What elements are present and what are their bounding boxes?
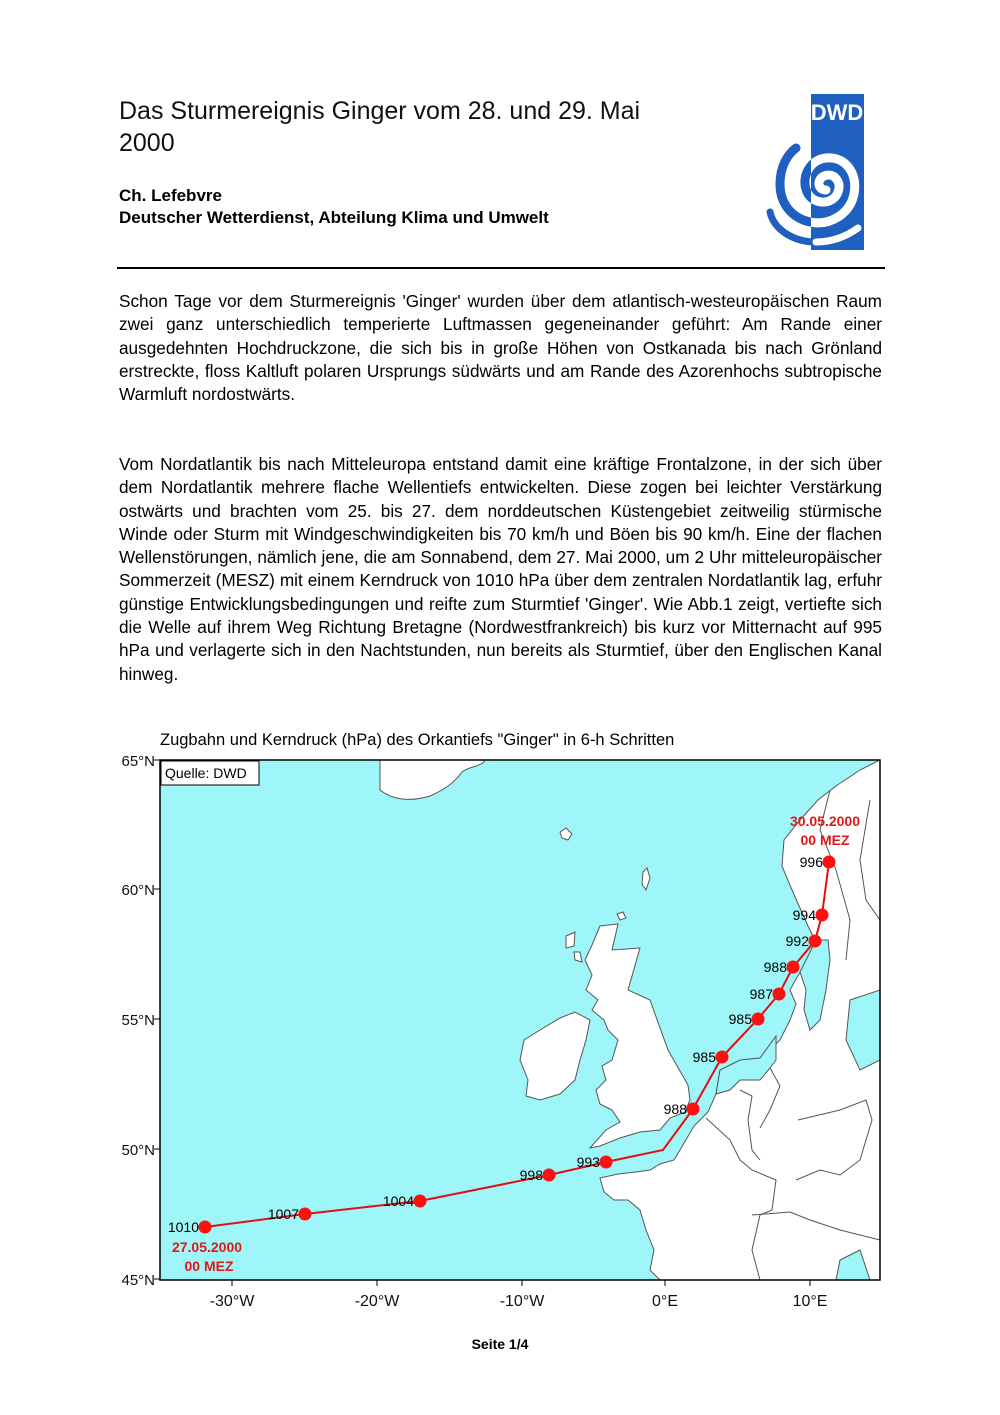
start-time: 00 MEZ: [184, 1258, 234, 1274]
start-date: 27.05.2000: [171, 1239, 243, 1255]
lon-tick-0: 0°E: [652, 1293, 678, 1310]
latitude-axis: [121, 753, 160, 1289]
track-point: [773, 988, 786, 1001]
pressure-label: 1004: [382, 1193, 414, 1209]
lat-tick-45: 45°N: [121, 1272, 155, 1289]
lon-tick-minus20: -20°W: [354, 1293, 400, 1310]
pressure-label: 992: [785, 933, 809, 949]
longitude-axis: [210, 1280, 828, 1310]
lat-tick-50: 50°N: [121, 1142, 155, 1159]
track-point: [687, 1103, 700, 1116]
paragraph-1: Schon Tage vor dem Sturmereignis 'Ginger' wurden über dem atlantisch-westeuropäischen Raum zwei ganz unterschiedlich temperierte Luftmassen gegeneinander geführt: Am Rande einer ausgedehnten Hochdruckzone, die sich bis in große Höhen von Ostkanada bis nach Grönland erstreckte, floss Kaltluft polaren Ursprungs südwärts und am Rande des Azorenhochs subtropische Warmluft nordostwärts.: [119, 291, 882, 405]
pressure-label: 987: [749, 986, 773, 1002]
page-number: Seite 1/4: [471, 1336, 529, 1352]
title-line-1: Das Sturmereignis Ginger vom 28. und 29. Mai: [119, 97, 641, 125]
lat-tick-55: 55°N: [121, 1012, 155, 1029]
track-point: [299, 1208, 312, 1221]
lon-tick-10: 10°E: [792, 1293, 828, 1310]
track-point: [543, 1169, 556, 1182]
track-point: [414, 1195, 427, 1208]
logo-text: DWD: [810, 100, 864, 125]
svg-text:Quelle: DWD: Quelle: DWD: [165, 765, 247, 781]
author-name: Ch. Lefebvre: [119, 186, 222, 205]
track-point: [600, 1156, 613, 1169]
author-affiliation: Deutscher Wetterdienst, Abteilung Klima und Umwelt: [119, 208, 549, 227]
source-label: [161, 761, 259, 785]
lat-tick-65: 65°N: [121, 753, 155, 770]
lon-tick-minus30: -30°W: [209, 1293, 255, 1310]
track-point: [816, 909, 829, 922]
track-point: [823, 856, 836, 869]
track-point: [199, 1221, 212, 1234]
end-date: 30.05.2000: [789, 813, 861, 829]
title-line-2: 2000: [119, 129, 175, 157]
track-point: [716, 1051, 729, 1064]
paragraph-2: Vom Nordatlantik bis nach Mitteleuropa entstand damit eine kräftige Frontalzone, in der sich über dem Nordatlantik mehrere flache Wellentiefs entwickelten. Diese zogen bei leichter Verstärkung ostwärts und brachten vom 25. bis 27. dem norddeutschen Küstengebiet zeitweilig stürmische Winde oder Sturm mit Windgeschwindigkeiten bis 70 km/h und Böen bis 90 km/h. Eine der flachen Wellenstörungen, nämlich jene, die am Sonnabend, dem 27. Mai 2000, um 2 Uhr mitteleuropäischer Sommerzeit (MESZ) mit einem Kerndruck von 1010 hPa über dem zentralen Nordatlantik lag, erfuhr günstige Entwicklungsbedingungen und reifte zum Sturmtief 'Ginger'. Wie Abb.1 zeigt, vertiefte sich die Welle auf ihrem Weg Richtung Bretagne (Nordwestfrankreich) bis kurz vor Mitternacht auf 995 hPa und verlagerte sich in den Nachtstunden, nun bereits als Sturmtief, über den Englischen Kanal hinweg.: [119, 454, 882, 684]
map-title: Zugbahn und Kerndruck (hPa) des Orkantiefs "Ginger" in 6-h Schritten: [160, 731, 675, 749]
pressure-label: 1010: [167, 1219, 199, 1235]
pressure-label: 994: [792, 907, 816, 923]
pressure-label: 1007: [267, 1206, 299, 1222]
pressure-label: 985: [692, 1049, 716, 1065]
track-point: [752, 1013, 765, 1026]
pressure-label: 988: [763, 959, 787, 975]
lon-tick-minus10: -10°W: [499, 1293, 545, 1310]
pressure-label: 998: [519, 1167, 543, 1183]
pressure-label: 993: [576, 1154, 600, 1170]
track-point: [787, 961, 800, 974]
pressure-label: 985: [728, 1011, 752, 1027]
lat-tick-60: 60°N: [121, 882, 155, 899]
track-point: [809, 935, 822, 948]
end-time: 00 MEZ: [800, 832, 850, 848]
pressure-label: 988: [663, 1101, 687, 1117]
pressure-label: 996: [799, 854, 823, 870]
